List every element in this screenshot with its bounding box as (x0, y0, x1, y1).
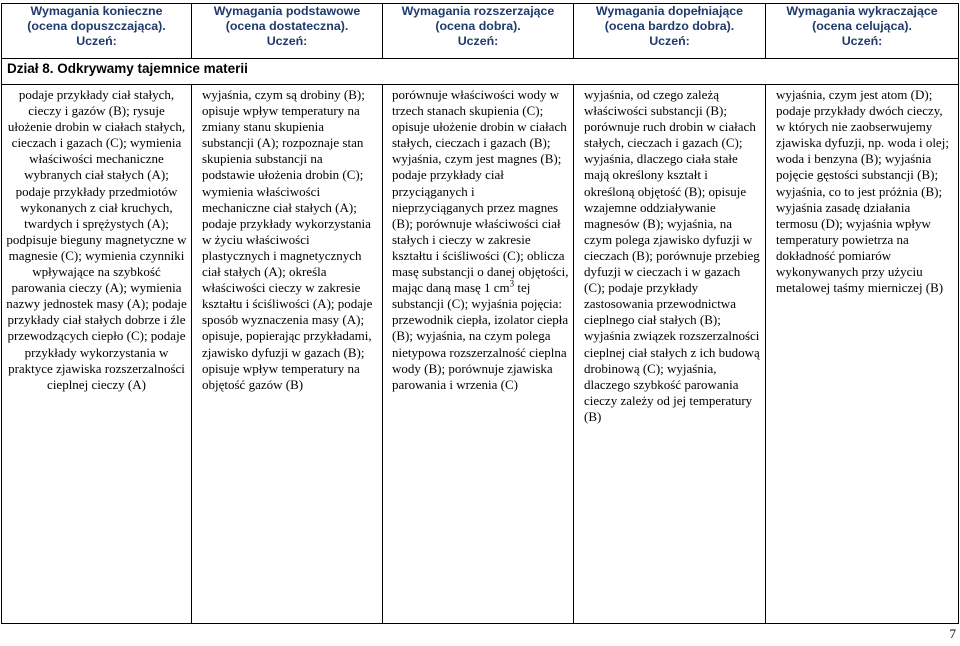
header-grade: (ocena dobra). (435, 19, 521, 33)
requirements-text-part: tej substancji (C); wyjaśnia pojęcia: przewodnik ciepła, izolator ciepła (B); wyjaśnia, na czym polega nietypowa rozszerzalność cieplna wody (B); porównuje zjawiska parowania i wrzenia (C) (392, 280, 569, 392)
header-cell-4 (574, 4, 766, 59)
header-title: Wymagania rozszerzające (401, 4, 555, 18)
requirements-text-part: porównuje właściwości wody w trzech stanach skupienia (C); opisuje ułożenie drobin w ciałach stałych, cieczach i gazach (B); wyjaśnia, czym jest magnes (B); podaje przykłady ciał przyciąganych i nieprzyciąganych przez magnes (B); porównuje właściwości ciał stałych i cieczy w zakresie kształtu i ściśliwości (C); oblicza masę substancji o danej objętości, mając daną masę 1 cm (392, 87, 569, 296)
header-row (2, 4, 959, 59)
header-grade: (ocena bardzo dobra). (604, 19, 735, 33)
requirements-text (392, 87, 569, 393)
header-title: Wymagania dopełniające (595, 4, 744, 18)
requirements-text: wyjaśnia, czym są drobiny (B); opisuje wpływ temperatury na zmiany stanu skupienia substancji (A); rozpoznaje stan skupienia substancji na podstawie ułożenia drobin (C); wymienia właściwości mechaniczne ciał stałych (A); podaje przykłady wykorzystania w życiu właściwości plastycznych i magnetycznych ciał stałych (A); określa właściwości cieczy w zakresie kształtu i ściśliwości (A); podaje sposób wyznaczenia masy (A); opisuje, popierając przykładami, zjawisko dyfuzji w gazach (B); opisuje wpływ temperatury na objętość gazów (B) (202, 87, 373, 392)
section-title-cell (2, 59, 959, 85)
header-cell-1 (2, 4, 192, 59)
column-basic-requirements (2, 85, 192, 624)
page-number: 7 (949, 626, 956, 641)
column-complementary-requirements (574, 85, 766, 624)
requirements-table (1, 3, 959, 624)
header-cell-2 (192, 4, 383, 59)
header-student: Uczeń: (649, 34, 690, 48)
column-exceeding-requirements (766, 85, 959, 624)
header-grade: (ocena dopuszczająca). (27, 19, 166, 33)
superscript: 3 (509, 278, 515, 289)
header-title: Wymagania wykraczające (786, 4, 938, 18)
header-student: Uczeń: (76, 34, 117, 48)
requirements-text: podaje przykłady ciał stałych, cieczy i gazów (B); rysuje ułożenie drobin w ciałach stałych, cieczach i gazach (C); wymienia właściwości mechaniczne wybranych ciał stałych (A); podaje przykłady przedmiotów wykonanych z ciał kruchych, twardych i sprężystych (A); podpisuje bieguny magnetyczne w magnesie (C); wymienia czynniki wpływające na szybkość parowania cieczy (A); wymienia nazwy jednostek masy (A); podaje przykłady ciał stałych dobrze i źle przewodzących ciepło (C); podaje przykłady wykorzystania w praktyce zjawiska rozszerzalności cieplnej cieczy (A) (6, 87, 187, 392)
header-student: Uczeń: (841, 34, 883, 48)
header-title: Wymagania konieczne (30, 4, 163, 18)
header-student: Uczeń: (266, 34, 308, 48)
column-standard-requirements (192, 85, 383, 624)
section-title-row (2, 59, 959, 85)
requirements-text: wyjaśnia, czym jest atom (D); podaje przykłady dwóch cieczy, w których nie zaobserwujemy zjawiska dyfuzji, np. woda i olej; woda i benzyna (B); wyjaśnia pojęcie gęstości substancji (B); wyjaśnia, co to jest próżnia (B); wyjaśnia zasadę działania termosu (D); wyjaśnia wpływ temperatury powietrza na dokładność pomiarów wykonywanych przy użyciu metalowej taśmy mierniczej (B) (776, 87, 949, 296)
column-extended-requirements (383, 85, 574, 624)
header-cell-5 (766, 4, 959, 59)
requirements-text: wyjaśnia, od czego zależą właściwości substancji (B); porównuje ruch drobin w ciałach stałych, cieczach i gazach (C); wyjaśnia, dlaczego ciała stałe mają określony kształt i określoną objętość (B); opisuje wzajemne oddziaływanie magnesów (B); wyjaśnia, na czym polega zjawisko dyfuzji w cieczach (B); porównuje przebieg dyfuzji w cieczach i w gazach (C); podaje przykłady zastosowania przewodnictwa cieplnego ciał stałych (B); wyjaśnia związek rozszerzalności cieplnej ciał stałych z ich budową drobinową (C); wyjaśnia, dlaczego szybkość parowania cieczy zależy od jej temperatury (B) (584, 87, 760, 424)
header-grade: (ocena celująca). (812, 19, 912, 33)
header-grade: (ocena dostateczna). (225, 19, 349, 33)
header-cell-3 (383, 4, 574, 59)
header-student: Uczeń: (457, 34, 499, 48)
header-title: Wymagania podstawowe (213, 4, 361, 18)
section-title: Dział 8. Odkrywamy tajemnice materii (7, 61, 248, 76)
content-row (2, 85, 959, 624)
